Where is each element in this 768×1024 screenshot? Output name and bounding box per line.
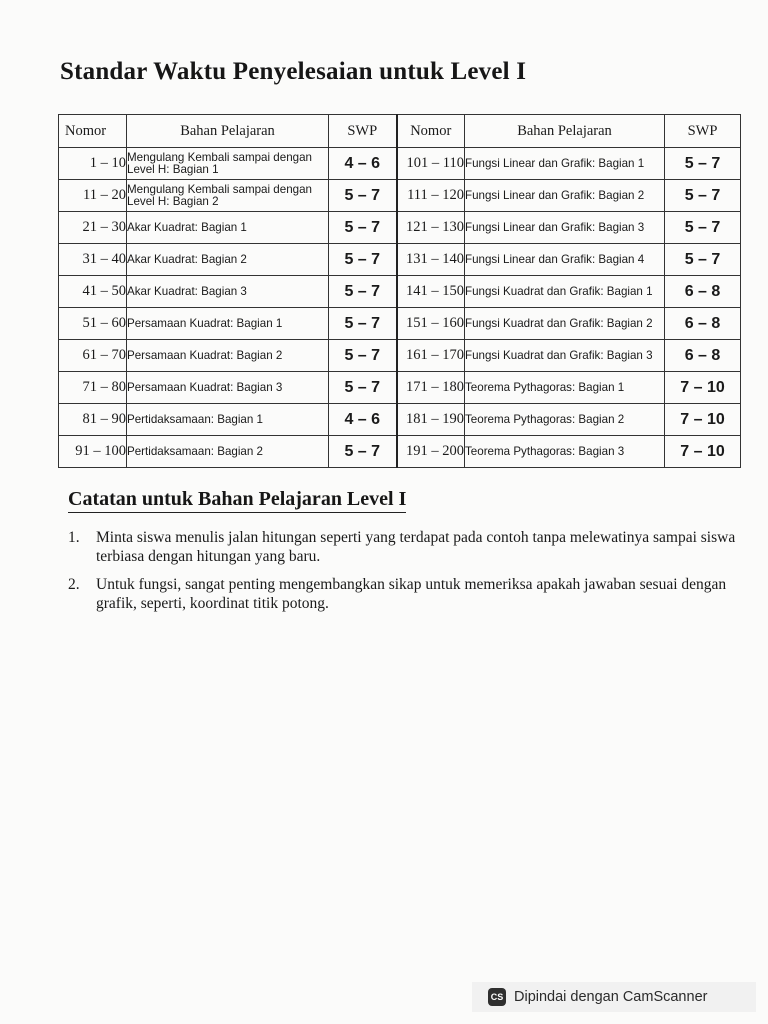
material-name: Akar Kuadrat: Bagian 2 <box>127 244 329 276</box>
material-name: Mengulang Kembali sampai dengan Level H: Bagian 2 <box>127 180 329 212</box>
table-row <box>59 148 741 180</box>
number-range: 161 – 170 <box>397 340 465 372</box>
material-name: Fungsi Linear dan Grafik: Bagian 2 <box>465 180 665 212</box>
material-name: Akar Kuadrat: Bagian 1 <box>127 212 329 244</box>
number-range: 111 – 120 <box>397 180 465 212</box>
number-range: 21 – 30 <box>59 212 127 244</box>
number-range: 151 – 160 <box>397 308 465 340</box>
swp-value: 5 – 7 <box>665 180 741 212</box>
swp-value: 4 – 6 <box>329 148 397 180</box>
table-row <box>59 372 741 404</box>
note-number: 2. <box>68 576 80 593</box>
material-name: Fungsi Linear dan Grafik: Bagian 1 <box>465 148 665 180</box>
material-name: Fungsi Kuadrat dan Grafik: Bagian 3 <box>465 340 665 372</box>
note-text: Untuk fungsi, sangat penting mengembangkan sikap untuk memeriksa apakah jawaban sesuai dengan grafik, seperti, koordinat titik potong. <box>96 576 727 612</box>
swp-value: 5 – 7 <box>329 340 397 372</box>
swp-value: 6 – 8 <box>665 276 741 308</box>
table-row <box>59 180 741 212</box>
header-bahan-pelajaran: Bahan Pelajaran <box>127 115 329 148</box>
completion-time-table <box>58 114 741 468</box>
table-row <box>59 308 741 340</box>
header-nomor: Nomor <box>59 115 127 148</box>
number-range: 11 – 20 <box>59 180 127 212</box>
watermark-label: Dipindai dengan CamScanner <box>514 989 708 1005</box>
material-name: Mengulang Kembali sampai dengan Level H: Bagian 1 <box>127 148 329 180</box>
swp-value: 5 – 7 <box>329 276 397 308</box>
list-item <box>68 528 746 566</box>
swp-value: 7 – 10 <box>665 436 741 468</box>
swp-value: 5 – 7 <box>329 180 397 212</box>
swp-value: 5 – 7 <box>665 148 741 180</box>
swp-value: 5 – 7 <box>329 372 397 404</box>
number-range: 181 – 190 <box>397 404 465 436</box>
material-name: Persamaan Kuadrat: Bagian 2 <box>127 340 329 372</box>
material-name: Persamaan Kuadrat: Bagian 1 <box>127 308 329 340</box>
swp-value: 4 – 6 <box>329 404 397 436</box>
header-swp: SWP <box>329 115 397 148</box>
header-swp: SWP <box>665 115 741 148</box>
number-range: 141 – 150 <box>397 276 465 308</box>
number-range: 101 – 110 <box>397 148 465 180</box>
material-name: Fungsi Kuadrat dan Grafik: Bagian 1 <box>465 276 665 308</box>
material-name: Fungsi Linear dan Grafik: Bagian 3 <box>465 212 665 244</box>
swp-value: 7 – 10 <box>665 372 741 404</box>
number-range: 171 – 180 <box>397 372 465 404</box>
table-row <box>59 212 741 244</box>
material-name: Persamaan Kuadrat: Bagian 3 <box>127 372 329 404</box>
swp-value: 5 – 7 <box>329 308 397 340</box>
number-range: 41 – 50 <box>59 276 127 308</box>
header-nomor: Nomor <box>397 115 465 148</box>
swp-value: 5 – 7 <box>665 244 741 276</box>
table-row <box>59 436 741 468</box>
table-row <box>59 244 741 276</box>
page-title: Standar Waktu Penyelesaian untuk Level I <box>60 58 527 85</box>
swp-value: 5 – 7 <box>329 436 397 468</box>
table-row <box>59 404 741 436</box>
table-row <box>59 276 741 308</box>
material-name: Teorema Pythagoras: Bagian 2 <box>465 404 665 436</box>
camscanner-icon: CS <box>488 988 506 1006</box>
number-range: 131 – 140 <box>397 244 465 276</box>
table-header-row <box>59 115 741 148</box>
material-name: Akar Kuadrat: Bagian 3 <box>127 276 329 308</box>
note-number: 1. <box>68 529 80 546</box>
notes-heading: Catatan untuk Bahan Pelajaran Level I <box>68 488 406 513</box>
number-range: 191 – 200 <box>397 436 465 468</box>
number-range: 51 – 60 <box>59 308 127 340</box>
swp-value: 7 – 10 <box>665 404 741 436</box>
swp-value: 5 – 7 <box>329 244 397 276</box>
material-name: Fungsi Kuadrat dan Grafik: Bagian 2 <box>465 308 665 340</box>
notes-list <box>68 528 746 622</box>
material-name: Teorema Pythagoras: Bagian 3 <box>465 436 665 468</box>
number-range: 1 – 10 <box>59 148 127 180</box>
material-name: Pertidaksamaan: Bagian 1 <box>127 404 329 436</box>
scanner-watermark <box>472 982 756 1012</box>
number-range: 81 – 90 <box>59 404 127 436</box>
swp-value: 5 – 7 <box>329 212 397 244</box>
header-bahan-pelajaran: Bahan Pelajaran <box>465 115 665 148</box>
material-name: Pertidaksamaan: Bagian 2 <box>127 436 329 468</box>
number-range: 71 – 80 <box>59 372 127 404</box>
list-item <box>68 575 746 613</box>
swp-value: 5 – 7 <box>665 212 741 244</box>
note-text: Minta siswa menulis jalan hitungan seperti yang terdapat pada contoh tanpa melewatinya sampai siswa terbiasa dengan hitungan yang baru. <box>96 529 736 565</box>
number-range: 91 – 100 <box>59 436 127 468</box>
number-range: 31 – 40 <box>59 244 127 276</box>
material-name: Fungsi Linear dan Grafik: Bagian 4 <box>465 244 665 276</box>
swp-value: 6 – 8 <box>665 340 741 372</box>
table-row <box>59 340 741 372</box>
swp-value: 6 – 8 <box>665 308 741 340</box>
number-range: 61 – 70 <box>59 340 127 372</box>
number-range: 121 – 130 <box>397 212 465 244</box>
material-name: Teorema Pythagoras: Bagian 1 <box>465 372 665 404</box>
